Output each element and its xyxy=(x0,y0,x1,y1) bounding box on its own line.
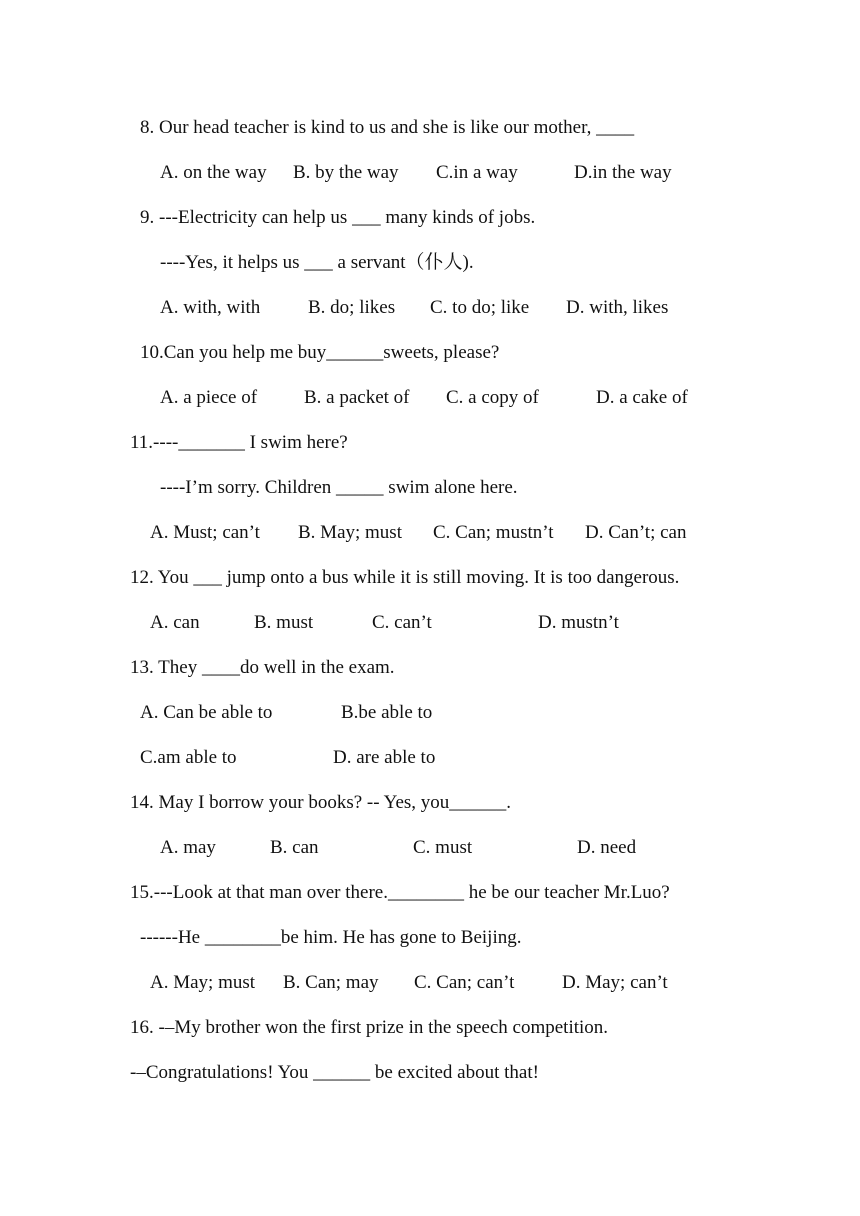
question-14-option-d: D. need xyxy=(577,837,637,858)
question-9-reply: ----Yes, it helps us ___ a servant（仆人). xyxy=(160,252,474,273)
question-8-option-d: D.in the way xyxy=(574,162,672,183)
question-9-stem: 9. ---Electricity can help us ___ many kinds of jobs. xyxy=(140,207,536,228)
question-16-stem: 16. -–My brother won the first prize in the speech competition. xyxy=(130,1017,609,1038)
question-14-option-b: B. can xyxy=(270,837,319,858)
question-9-option-b: B. do; likes xyxy=(308,297,396,318)
question-9-option-c: C. to do; like xyxy=(430,297,530,318)
question-10-option-b: B. a packet of xyxy=(304,387,410,408)
question-16-reply: -–Congratulations! You ______ be excited about that! xyxy=(130,1062,539,1083)
question-15-option-d: D. May; can’t xyxy=(562,972,668,993)
question-8-option-a: A. on the way xyxy=(160,162,267,183)
question-13-option-c: C.am able to xyxy=(140,747,237,768)
question-9-option-d: D. with, likes xyxy=(566,297,669,318)
question-10-stem: 10.Can you help me buy______sweets, please? xyxy=(140,342,500,363)
question-8-option-b: B. by the way xyxy=(293,162,399,183)
question-13-option-d: D. are able to xyxy=(333,747,436,768)
question-12-option-b: B. must xyxy=(254,612,314,633)
question-15-stem: 15.---Look at that man over there.________ he be our teacher Mr.Luo? xyxy=(130,882,670,903)
question-13-option-b: B.be able to xyxy=(341,702,433,723)
question-13-option-a: A. Can be able to xyxy=(140,702,273,723)
question-8-stem: 8. Our head teacher is kind to us and she is like our mother, ____ xyxy=(140,117,635,138)
question-15-reply: ------He ________be him. He has gone to Beijing. xyxy=(140,927,522,948)
question-11-option-d: D. Can’t; can xyxy=(585,522,687,543)
question-10-option-d: D. a cake of xyxy=(596,387,688,408)
question-11-option-c: C. Can; mustn’t xyxy=(433,522,554,543)
question-14-option-a: A. may xyxy=(160,837,216,858)
question-15-option-c: C. Can; can’t xyxy=(414,972,515,993)
question-11-option-a: A. Must; can’t xyxy=(150,522,260,543)
question-12-option-d: D. mustn’t xyxy=(538,612,619,633)
question-14-stem: 14. May I borrow your books? -- Yes, you______. xyxy=(130,792,512,813)
question-13-stem: 13. They ____do well in the exam. xyxy=(130,657,395,678)
question-12-option-c: C. can’t xyxy=(372,612,432,633)
question-15-option-a: A. May; must xyxy=(150,972,256,993)
question-11-reply: ----I’m sorry. Children _____ swim alone here. xyxy=(160,477,518,498)
question-8-option-c: C.in a way xyxy=(436,162,518,183)
question-9-option-a: A. with, with xyxy=(160,297,261,318)
question-15-option-b: B. Can; may xyxy=(283,972,379,993)
question-14-option-c: C. must xyxy=(413,837,473,858)
question-10-option-c: C. a copy of xyxy=(446,387,539,408)
question-11-option-b: B. May; must xyxy=(298,522,402,543)
question-10-option-a: A. a piece of xyxy=(160,387,258,408)
question-12-stem: 12. You ___ jump onto a bus while it is still moving. It is too dangerous. xyxy=(130,567,680,588)
question-11-stem: 11.----_______ I swim here? xyxy=(130,432,348,453)
question-12-option-a: A. can xyxy=(150,612,200,633)
